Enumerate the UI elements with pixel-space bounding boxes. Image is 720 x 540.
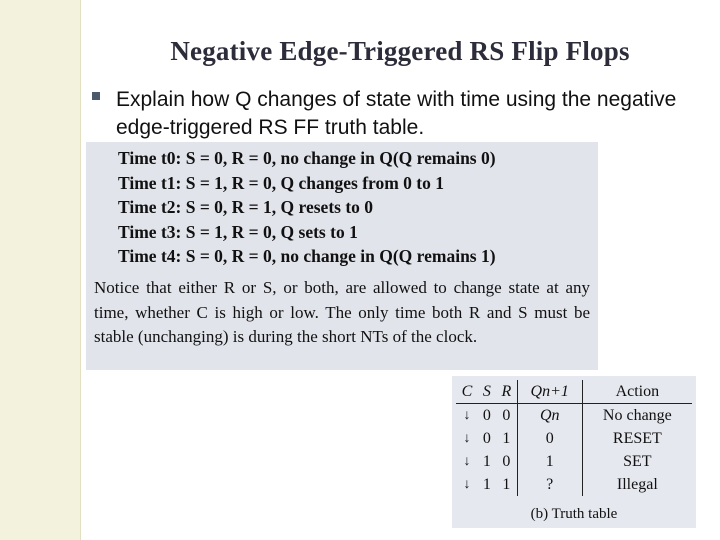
header-r: R <box>496 380 517 404</box>
clock-falling-edge-icon: ↓ <box>463 430 471 446</box>
slide-title: Negative Edge-Triggered RS Flip Flops <box>170 36 630 66</box>
cell-s: 1 <box>482 475 491 493</box>
notice-paragraph: Notice that either R or S, or both, are allowed to change state at any time, whether C is high or low. The only time both R and S must be stable (unchanging) is during the short NTs of the clock. <box>94 278 590 346</box>
table-row <box>456 450 692 473</box>
truth-table-scan <box>452 376 696 528</box>
time-line-t1: Time t1: S = 1, R = 0, Q changes from 0 to 1 <box>118 172 445 193</box>
time-line-t3: Time t3: S = 1, R = 0, Q sets to 1 <box>118 221 358 242</box>
table-row <box>456 427 692 450</box>
cell-action: No change <box>582 404 692 428</box>
header-s: S <box>478 380 496 404</box>
cell-q-next: 0 <box>517 427 582 450</box>
cell-q-next: 1 <box>517 450 582 473</box>
truth-table <box>456 380 692 496</box>
table-row <box>456 473 692 496</box>
cell-action: Illegal <box>582 473 692 496</box>
header-action: Action <box>582 380 692 404</box>
truth-table-caption: (b) Truth table <box>530 506 618 522</box>
truth-table-header-row <box>456 380 692 404</box>
time-line-t0: Time t0: S = 0, R = 0, no change in Q(Q remains 0) <box>118 148 496 168</box>
clock-falling-edge-icon: ↓ <box>463 476 471 492</box>
cell-q-next: Qn <box>517 404 582 428</box>
cell-s: 0 <box>482 429 491 447</box>
header-c: C <box>456 380 478 404</box>
cell-r: 1 <box>502 429 511 447</box>
cell-s: 1 <box>482 452 491 470</box>
cell-r: 0 <box>502 452 511 470</box>
bullet-text: Explain how Q changes of state with time using the negative edge-triggered RS FF truth table. <box>116 88 677 139</box>
square-bullet-icon <box>92 92 100 100</box>
table-row <box>456 404 692 428</box>
time-sequence-list <box>118 146 596 269</box>
cell-s: 0 <box>482 406 491 424</box>
left-rail-decoration <box>0 0 81 540</box>
cell-r: 1 <box>502 475 511 493</box>
cell-q-next: ? <box>517 473 582 496</box>
time-line-t4: Time t4: S = 0, R = 0, no change in Q(Q remains 1) <box>118 246 496 266</box>
bullet-item <box>92 86 692 142</box>
header-q-next: Qn+1 <box>517 380 582 404</box>
scanned-textbook-excerpt <box>86 142 598 370</box>
clock-falling-edge-icon: ↓ <box>463 453 471 469</box>
clock-falling-edge-icon: ↓ <box>463 407 471 423</box>
cell-action: RESET <box>582 427 692 450</box>
time-line-t2: Time t2: S = 0, R = 1, Q resets to 0 <box>118 197 374 217</box>
cell-r: 0 <box>502 406 511 424</box>
cell-action: SET <box>582 450 692 473</box>
